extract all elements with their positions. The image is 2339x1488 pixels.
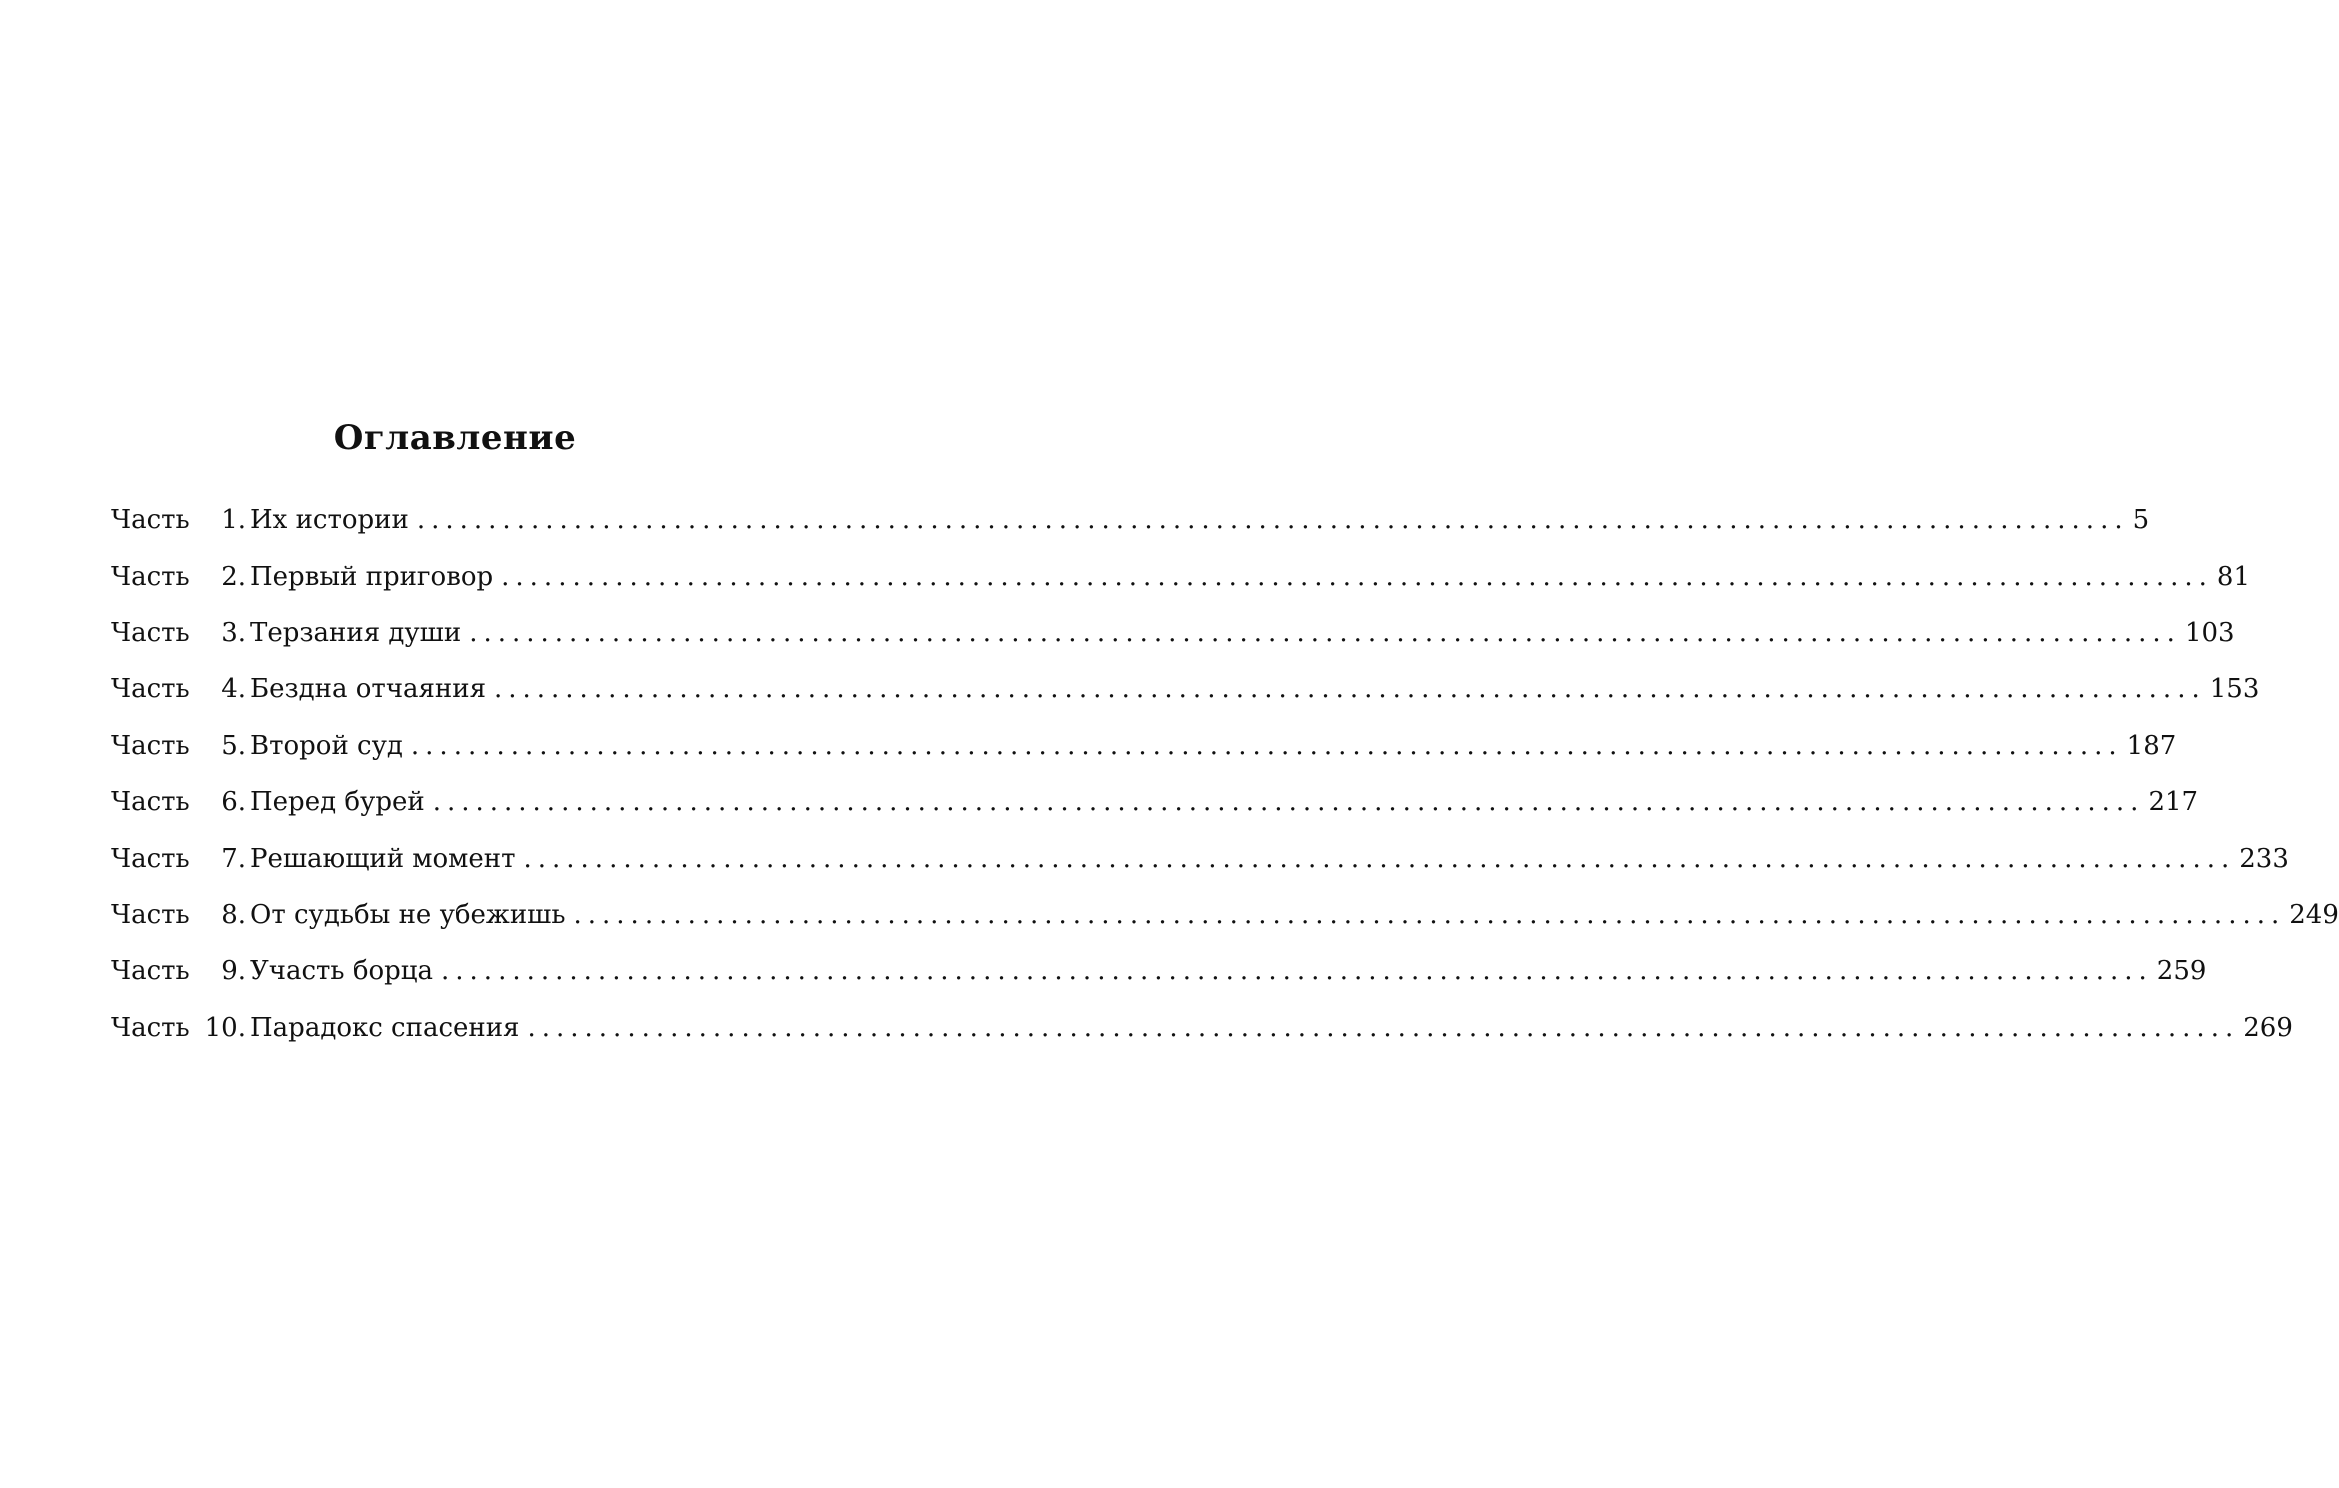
toc-entry-page: 233 [2239, 843, 2289, 874]
toc-entry-title: От судьбы не убежишь [250, 899, 566, 930]
toc-entry [111, 1000, 2293, 1056]
dot-leader: ........................................................................................................................ [527, 1012, 2240, 1043]
toc-title: Оглавление [333, 418, 577, 458]
toc-entry-title: Решающий момент [250, 843, 516, 874]
toc-entry [111, 830, 2289, 886]
toc-entry [111, 605, 2235, 661]
toc-entry [111, 718, 2177, 774]
dot-leader: ........................................................................................................................ [573, 899, 2286, 930]
dot-leader: ........................................................................................................................ [469, 617, 2181, 648]
toc-entry-number: 1. [221, 505, 246, 536]
toc-entry [111, 887, 2339, 943]
toc-entry-page: 103 [2184, 617, 2235, 648]
toc-entry-number: 7. [221, 843, 246, 874]
toc-entry-title: Парадокс спасения [250, 1012, 520, 1043]
toc-entry-number: 4. [221, 674, 246, 705]
toc-entry-part: Часть [111, 617, 190, 648]
toc-entry-part: Часть [111, 899, 190, 930]
toc-entry-title: Участь борца [250, 956, 434, 987]
dot-leader: ........................................................................................................................ [432, 787, 2145, 818]
toc-entry [111, 492, 2150, 548]
toc-entry-page: 5 [2132, 505, 2150, 536]
toc-entry-page: 259 [2156, 956, 2207, 987]
toc-entry-number: 6. [221, 787, 246, 818]
toc-entry [111, 661, 2260, 717]
toc-entry [111, 774, 2199, 830]
toc-entry-title: Перед бурей [250, 787, 425, 818]
toc-entry-title: Бездна отчаяния [250, 674, 486, 705]
dot-leader: ........................................................................................................................ [523, 843, 2236, 874]
toc-entry-page: 269 [2243, 1012, 2293, 1043]
toc-entry-title: Терзания души [250, 617, 462, 648]
toc-entry-part: Часть [111, 730, 190, 761]
toc-entry-number: 8. [221, 899, 246, 930]
toc-entry-page: 187 [2126, 730, 2177, 761]
toc-entry-title: Первый приговор [250, 561, 494, 592]
dot-leader: ........................................................................................................................ [410, 730, 2123, 761]
toc-entry-page: 81 [2216, 561, 2250, 592]
toc-entry-part: Часть [111, 843, 190, 874]
toc-entry-part: Часть [111, 956, 190, 987]
toc-entry-number: 10. [204, 1012, 246, 1043]
toc-entry [111, 943, 2207, 999]
toc-entry-number: 2. [221, 561, 246, 592]
toc-entry-number: 5. [221, 730, 246, 761]
toc-entry-part: Часть [111, 787, 190, 818]
toc-entry-part: Часть [111, 674, 190, 705]
dot-leader: ........................................................................................................................ [493, 674, 2206, 705]
toc-entry-page: 249 [2289, 899, 2339, 930]
toc-entry-title: Их истории [250, 505, 409, 536]
toc-entry [111, 548, 2250, 604]
toc-entry-title: Второй суд [250, 730, 403, 761]
toc-entry-page: 217 [2148, 787, 2199, 818]
toc-entry-number: 3. [221, 617, 246, 648]
toc-entry-part: Часть [111, 505, 190, 536]
dot-leader: ........................................................................................................................ [441, 956, 2153, 987]
toc-entry-part: Часть [111, 561, 190, 592]
toc-entry-part: Часть [111, 1012, 190, 1043]
toc-entry-page: 153 [2209, 674, 2260, 705]
dot-leader: ........................................................................................................................ [501, 561, 2213, 592]
table-of-contents [111, 492, 2339, 1056]
dot-leader: ........................................................................................................................ [416, 505, 2129, 536]
toc-entry-number: 9. [221, 956, 246, 987]
